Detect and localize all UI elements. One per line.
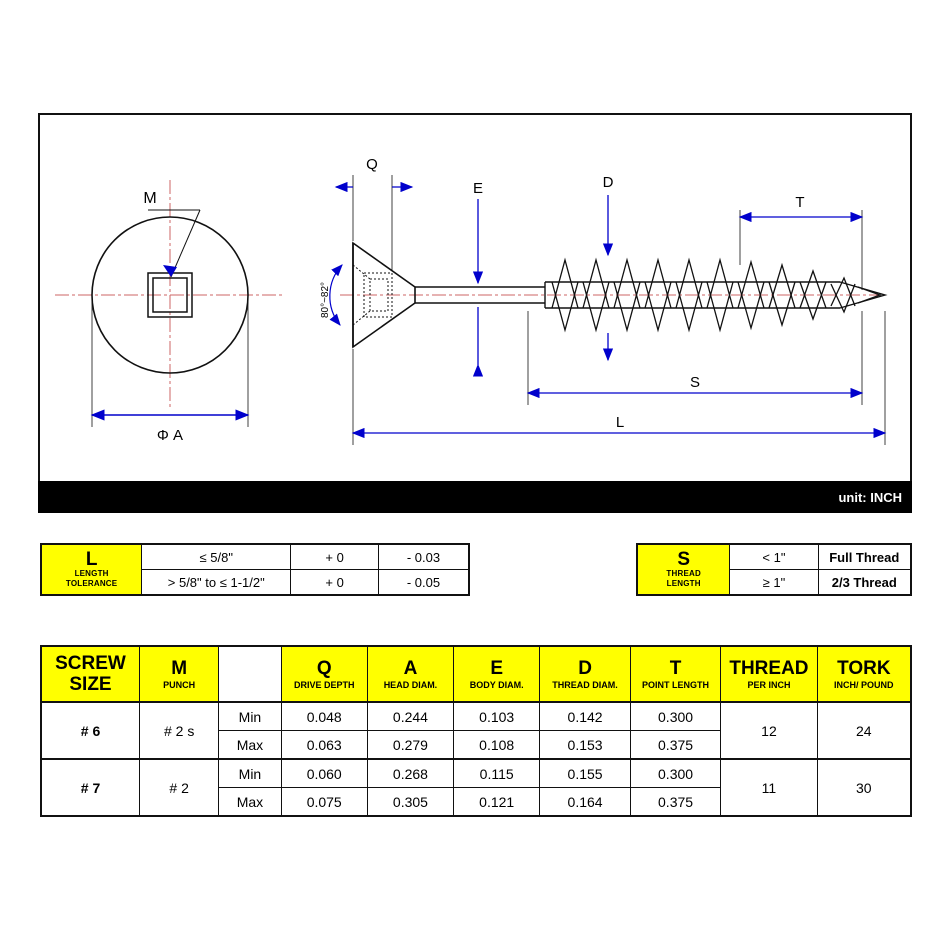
length-tolerance-table: [40, 543, 470, 596]
header-drive-depth: [281, 646, 367, 702]
row-E-max: 0.108: [454, 731, 540, 760]
row-A-max: 0.305: [367, 788, 453, 817]
row-A-max: 0.279: [367, 731, 453, 760]
label-S: S: [689, 374, 701, 391]
row-D-min: 0.142: [540, 702, 631, 731]
screw-spec-table: [40, 645, 912, 817]
thread-length-key-sub1: THREAD: [666, 568, 701, 578]
length-tolerance-key-letter: L: [85, 548, 98, 570]
length-tolerance-key-sub2: TOLERANCE: [65, 578, 118, 588]
row-E-min: 0.115: [454, 759, 540, 788]
header-thread-sub: PER INCH: [747, 679, 791, 690]
header-Q-sub: DRIVE DEPTH: [293, 679, 355, 690]
row-punch: # 2: [140, 759, 219, 816]
header-body-diam: [454, 646, 540, 702]
header-D-sub: THREAD DIAM.: [552, 679, 618, 690]
head-front-view: [55, 180, 285, 444]
table-header-row: [41, 646, 911, 702]
length-tolerance-key: [41, 544, 142, 595]
row-T-min: 0.300: [630, 759, 720, 788]
row-punch: # 2 s: [140, 702, 219, 759]
header-E-sub: BODY DIAM.: [469, 679, 524, 690]
row-D-min: 0.155: [540, 759, 631, 788]
header-D-letter: D: [578, 657, 592, 679]
label-T: T: [795, 194, 805, 211]
row-thread-per-inch: 11: [721, 759, 817, 816]
row-E-min: 0.103: [454, 702, 540, 731]
label-phi-A: Φ A: [156, 427, 184, 444]
thread-length-value: 2/3 Thread: [818, 570, 911, 596]
length-tolerance-range: > 5/8" to ≤ 1-1/2": [142, 570, 291, 596]
header-E-letter: E: [490, 657, 504, 679]
row-D-max: 0.153: [540, 731, 631, 760]
thread-length-key-sub2: LENGTH: [666, 578, 701, 588]
row-minmax-label: Max: [219, 731, 281, 760]
header-head-diam: [367, 646, 453, 702]
length-tolerance-plus: + 0: [291, 544, 379, 570]
row-D-max: 0.164: [540, 788, 631, 817]
row-tork: 24: [817, 702, 911, 759]
technical-drawing-panel: [38, 113, 912, 513]
header-tork: [817, 646, 911, 702]
row-E-max: 0.121: [454, 788, 540, 817]
header-minmax-blank: [219, 646, 281, 702]
row-A-min: 0.268: [367, 759, 453, 788]
row-Q-min: 0.060: [281, 759, 367, 788]
label-E: E: [472, 180, 484, 197]
row-minmax-label: Max: [219, 788, 281, 817]
header-punch-letter: M: [171, 657, 188, 679]
header-thread-diam: [540, 646, 631, 702]
label-M: M: [143, 190, 157, 207]
screw-drawing: [40, 115, 910, 511]
unit-label: unit: INCH: [838, 489, 902, 505]
header-screw-size-line1: SCREW: [55, 653, 126, 674]
label-D: D: [602, 174, 614, 191]
row-T-max: 0.375: [630, 788, 720, 817]
length-tolerance-key-sub1: LENGTH: [74, 568, 109, 578]
length-tolerance-range: ≤ 5/8": [142, 544, 291, 570]
header-punch: [140, 646, 219, 702]
header-Q-letter: Q: [316, 657, 332, 679]
length-tolerance-plus: + 0: [291, 570, 379, 596]
header-point-length: [630, 646, 720, 702]
header-punch-sub: PUNCH: [163, 679, 196, 690]
header-screw-size-line2: SIZE: [69, 674, 112, 695]
row-screw-size: # 6: [41, 702, 140, 759]
screw-side-view: [320, 156, 885, 445]
row-A-min: 0.244: [367, 702, 453, 731]
table-row: [41, 702, 911, 731]
table-row: [41, 759, 911, 788]
row-screw-size: # 7: [41, 759, 140, 816]
header-T-sub: POINT LENGTH: [642, 679, 710, 690]
label-angle: 80°~82°: [320, 281, 331, 319]
row-tork: 30: [817, 759, 911, 816]
row-T-min: 0.300: [630, 702, 720, 731]
header-thread-label: THREAD: [729, 657, 809, 679]
length-tolerance-minus: - 0.03: [378, 544, 469, 570]
header-A-letter: A: [403, 657, 418, 679]
row-Q-max: 0.063: [281, 731, 367, 760]
header-tork-label: TORK: [837, 657, 891, 679]
thread-length-range: < 1": [730, 544, 818, 570]
unit-bar: [38, 481, 912, 513]
row-Q-max: 0.075: [281, 788, 367, 817]
thread-length-value: Full Thread: [818, 544, 911, 570]
thread-length-key-letter: S: [677, 548, 691, 570]
thread-length-table: [636, 543, 912, 596]
row-T-max: 0.375: [630, 731, 720, 760]
header-T-letter: T: [669, 657, 682, 679]
row-Q-min: 0.048: [281, 702, 367, 731]
thread-length-range: ≥ 1": [730, 570, 818, 596]
row-thread-per-inch: 12: [721, 702, 817, 759]
header-A-sub: HEAD DIAM.: [383, 679, 438, 690]
thread-length-key: [637, 544, 730, 595]
row-minmax-label: Min: [219, 702, 281, 731]
label-Q: Q: [366, 156, 378, 173]
header-tork-sub: INCH/ POUND: [834, 679, 894, 690]
row-minmax-label: Min: [219, 759, 281, 788]
header-screw-size: [41, 646, 140, 702]
label-L: L: [615, 414, 625, 431]
length-tolerance-minus: - 0.05: [378, 570, 469, 596]
header-thread-per-inch: [721, 646, 817, 702]
